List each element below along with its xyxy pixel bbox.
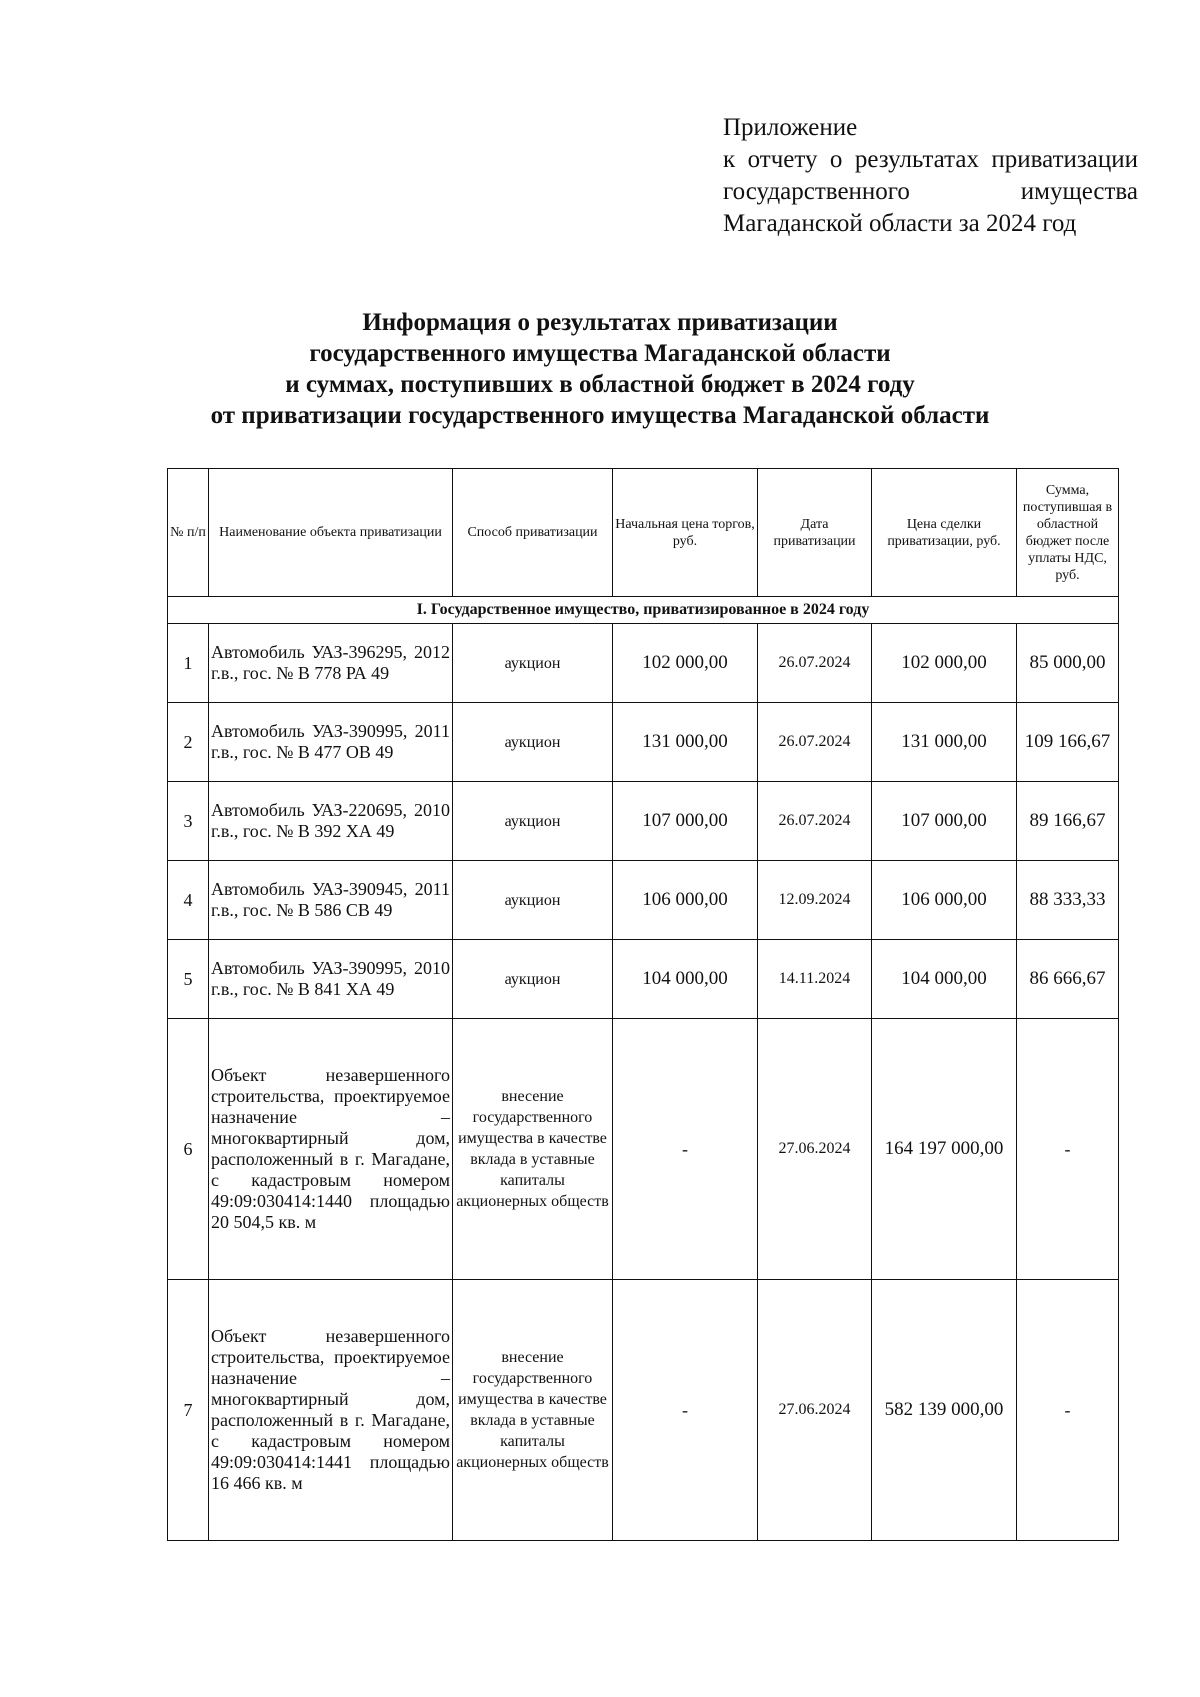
table-row	[168, 782, 1119, 861]
row-date: 26.07.2024	[758, 703, 872, 782]
row-start-price: 131 000,00	[613, 703, 758, 782]
row-deal-price: 164 197 000,00	[872, 1019, 1017, 1280]
row-deal-price: 107 000,00	[872, 782, 1017, 861]
table-row	[168, 940, 1119, 1019]
row-name: Автомобиль УАЗ-220695, 2010 г.в., гос. № В 392 ХА 49	[209, 782, 453, 861]
row-date: 26.07.2024	[758, 624, 872, 703]
row-deal-price: 104 000,00	[872, 940, 1017, 1019]
section-row	[168, 597, 1119, 624]
table-row	[168, 1280, 1119, 1541]
row-date: 26.07.2024	[758, 782, 872, 861]
annex-text: к отчету о результатах приватизации государственного имущества Магаданской области за 2024 год	[723, 146, 1138, 237]
document-title	[60, 307, 1140, 431]
row-num: 6	[168, 1019, 209, 1280]
row-budget-sum: 109 166,67	[1017, 703, 1119, 782]
table-header-row	[168, 469, 1119, 597]
row-method: аукцион	[453, 782, 613, 861]
table-row	[168, 624, 1119, 703]
table-row	[168, 703, 1119, 782]
annex-block	[723, 112, 1138, 240]
table-row	[168, 861, 1119, 940]
title-line-3: и суммах, поступивших в областной бюджет в 2024 году	[285, 371, 915, 398]
row-name: Автомобиль УАЗ-390945, 2011 г.в., гос. № В 586 СВ 49	[209, 861, 453, 940]
row-deal-price: 131 000,00	[872, 703, 1017, 782]
row-name: Автомобиль УАЗ-390995, 2011 г.в., гос. № В 477 ОВ 49	[209, 703, 453, 782]
row-start-price: -	[613, 1019, 758, 1280]
row-date: 12.09.2024	[758, 861, 872, 940]
header-method: Способ приватизации	[453, 469, 613, 597]
header-start-price: Начальная цена торгов, руб.	[613, 469, 758, 597]
row-start-price: -	[613, 1280, 758, 1541]
row-num: 7	[168, 1280, 209, 1541]
row-num: 1	[168, 624, 209, 703]
row-num: 3	[168, 782, 209, 861]
row-budget-sum: 86 666,67	[1017, 940, 1119, 1019]
title-line-2: государственного имущества Магаданской области	[309, 340, 891, 367]
row-budget-sum: -	[1017, 1019, 1119, 1280]
row-budget-sum: 88 333,33	[1017, 861, 1119, 940]
header-budget-sum: Сумма, поступившая в областной бюджет после уплаты НДС, руб.	[1017, 469, 1119, 597]
header-date: Дата приватизации	[758, 469, 872, 597]
row-date: 14.11.2024	[758, 940, 872, 1019]
row-start-price: 106 000,00	[613, 861, 758, 940]
row-name: Автомобиль УАЗ-390995, 2010 г.в., гос. № В 841 ХА 49	[209, 940, 453, 1019]
header-num: № п/п	[168, 469, 209, 597]
row-method: аукцион	[453, 861, 613, 940]
header-deal-price: Цена сделки приватизации, руб.	[872, 469, 1017, 597]
row-start-price: 102 000,00	[613, 624, 758, 703]
title-line-1: Информация о результатах приватизации	[362, 309, 838, 336]
row-name: Объект незавершенного строительства, проектируемое назначение – многоквартирный дом, расположенный в г. Магадане, с кадастровым номером 49:09:030414:1441 площадью 16 466 кв. м	[209, 1280, 453, 1541]
row-method: внесение государственного имущества в качестве вклада в уставные капиталы акционерных обществ	[453, 1019, 613, 1280]
row-date: 27.06.2024	[758, 1280, 872, 1541]
row-deal-price: 106 000,00	[872, 861, 1017, 940]
section-title: I. Государственное имущество, приватизированное в 2024 году	[168, 597, 1119, 624]
row-name: Автомобиль УАЗ-396295, 2012 г.в., гос. № В 778 РА 49	[209, 624, 453, 703]
row-name: Объект незавершенного строительства, проектируемое назначение – многоквартирный дом, расположенный в г. Магадане, с кадастровым номером 49:09:030414:1440 площадью 20 504,5 кв. м	[209, 1019, 453, 1280]
row-date: 27.06.2024	[758, 1019, 872, 1280]
annex-label: Приложение	[723, 114, 858, 141]
row-deal-price: 102 000,00	[872, 624, 1017, 703]
table-row	[168, 1019, 1119, 1280]
row-budget-sum: 85 000,00	[1017, 624, 1119, 703]
privatization-table	[167, 468, 1119, 1541]
row-budget-sum: -	[1017, 1280, 1119, 1541]
row-start-price: 107 000,00	[613, 782, 758, 861]
row-method: аукцион	[453, 624, 613, 703]
row-start-price: 104 000,00	[613, 940, 758, 1019]
row-budget-sum: 89 166,67	[1017, 782, 1119, 861]
row-num: 4	[168, 861, 209, 940]
row-num: 2	[168, 703, 209, 782]
row-deal-price: 582 139 000,00	[872, 1280, 1017, 1541]
title-line-4: от приватизации государственного имущества Магаданской области	[210, 402, 990, 429]
header-name: Наименование объекта приватизации	[209, 469, 453, 597]
row-method: аукцион	[453, 940, 613, 1019]
row-method: аукцион	[453, 703, 613, 782]
row-num: 5	[168, 940, 209, 1019]
row-method: внесение государственного имущества в качестве вклада в уставные капиталы акционерных обществ	[453, 1280, 613, 1541]
